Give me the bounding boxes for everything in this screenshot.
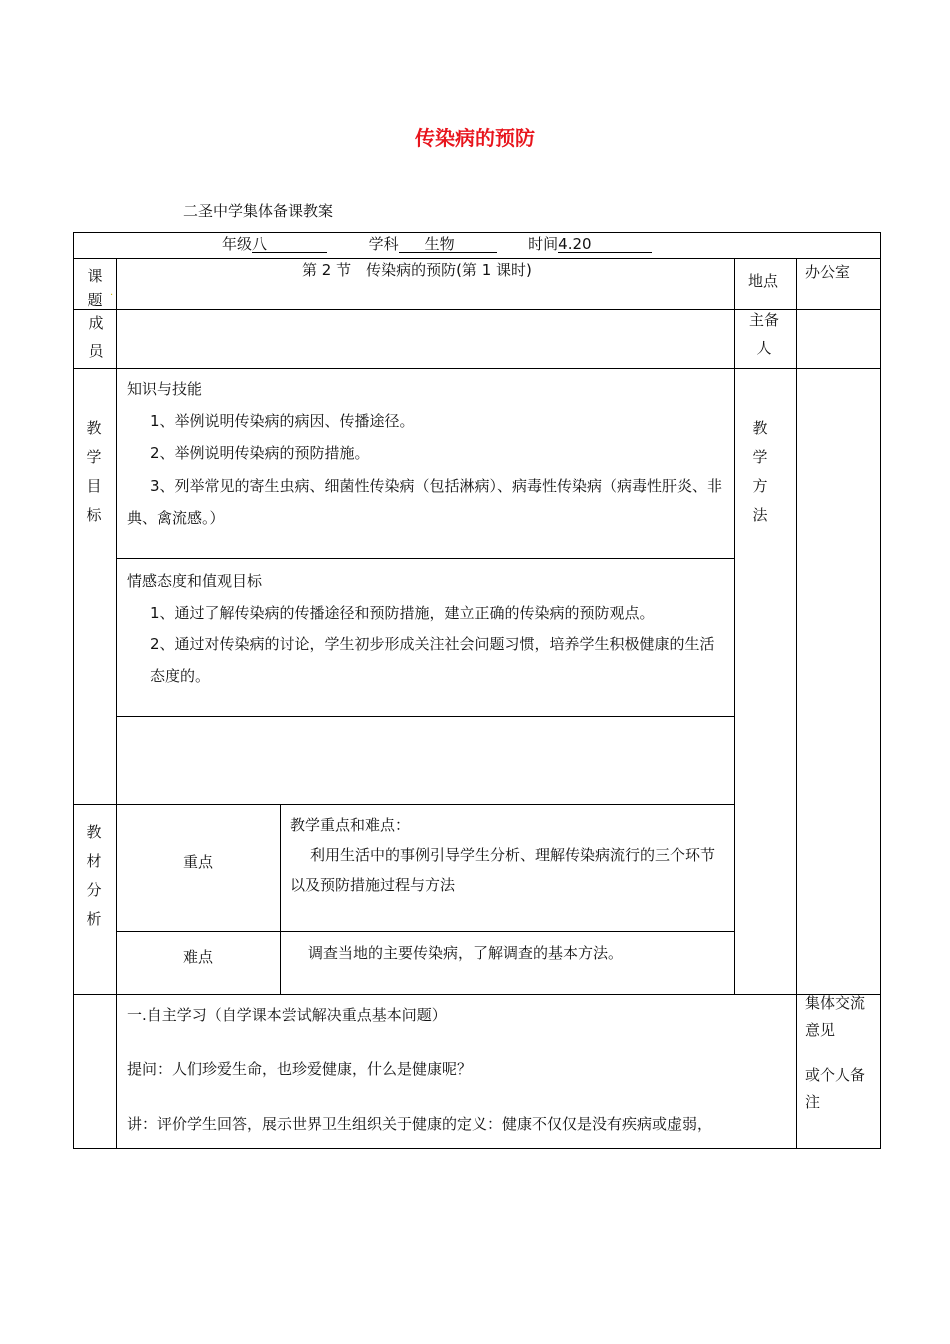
process-section-heading: 一.自主学习（自学课本尝试解决重点基本问题） xyxy=(127,1006,447,1024)
place-value: 办公室 xyxy=(805,263,851,281)
topic-value: 第 2 节 传染病的预防(第 1 课时) xyxy=(302,261,532,279)
table-line xyxy=(116,716,734,717)
mark-dot: . xyxy=(110,287,114,298)
difficult-text: 调查当地的主要传染病，了解调查的基本方法。 xyxy=(308,944,624,962)
key-heading: 教学重点和难点： xyxy=(290,816,411,834)
school-subtitle: 二圣中学集体备课教案 xyxy=(183,202,334,220)
table-border-bottom xyxy=(73,1148,881,1149)
process-lecture: 讲：评价学生回答，展示世界卫生组织关于健康的定义：健康不仅仅是没有疾病或虚弱， xyxy=(127,1115,713,1133)
attitude-item-1: 1、通过了解传染病的传播途径和预防措施，建立正确的传染病的预防观点。 xyxy=(150,604,655,622)
attitude-heading: 情感态度和值观目标 xyxy=(127,572,263,590)
table-line xyxy=(73,804,734,805)
knowledge-item-2: 2、举例说明传染病的预防措施。 xyxy=(150,444,370,462)
process-question: 提问：人们珍爱生命，也珍爱健康，什么是健康呢？ xyxy=(127,1060,473,1078)
table-line xyxy=(116,258,117,369)
key-text: 利用生活中的事例引导学生分析、理解传染病流行的三个环节以及预防措施过程与方法 xyxy=(290,846,716,894)
knowledge-item-3: 3、列举常见的寄生虫病、细菌性传染病（包括淋病）、病毒性传染病（病毒性肝炎、非典、禽流感。） xyxy=(127,477,723,527)
table-line xyxy=(116,368,117,1149)
table-line xyxy=(734,258,735,995)
lead-label: 主备人 xyxy=(748,311,779,357)
time-label: 时间 xyxy=(528,235,559,253)
side-note-2: 或个人备注 xyxy=(805,1066,866,1111)
subject-label: 学科 xyxy=(368,235,399,253)
page-title: 传染病的预防 xyxy=(415,126,535,150)
grade-label: 年级 xyxy=(222,235,253,253)
difficult-label: 难点 xyxy=(183,948,214,966)
knowledge-item-1: 1、举例说明传染病的病因、传播途径。 xyxy=(150,412,415,430)
grade-value: 八 xyxy=(252,235,327,253)
table-line xyxy=(73,368,881,369)
info-row xyxy=(222,235,652,253)
time-value: 4.20 xyxy=(558,235,652,253)
place-label: 地点 xyxy=(748,272,779,290)
analysis-label: 教材分析 xyxy=(86,823,102,928)
table-border-right xyxy=(880,232,881,1149)
subject-value: 生物 xyxy=(399,235,497,253)
table-line xyxy=(73,258,881,259)
members-label: 成员 xyxy=(88,314,104,360)
table-line xyxy=(116,931,734,932)
table-line xyxy=(796,258,797,369)
table-line xyxy=(73,994,881,995)
method-label: 教学方法 xyxy=(752,419,768,524)
table-line xyxy=(796,994,797,1149)
key-label: 重点 xyxy=(183,853,214,871)
table-line xyxy=(280,804,281,995)
attitude-item-2 xyxy=(150,628,728,692)
table-line xyxy=(796,368,797,995)
attitude-item-2-text: 2、通过对传染病的讨论，学生初步形成关注社会问题习惯，培养学生积极健康的生活态度的。 xyxy=(150,635,715,685)
knowledge-heading: 知识与技能 xyxy=(127,380,203,398)
objectives-label: 教学目标 xyxy=(86,419,102,524)
topic-label: 课题 xyxy=(87,267,103,309)
table-line xyxy=(116,558,734,559)
table-border-top xyxy=(73,232,881,233)
side-note-1: 集体交流意见 xyxy=(805,994,866,1039)
table-border-left xyxy=(73,232,74,1149)
